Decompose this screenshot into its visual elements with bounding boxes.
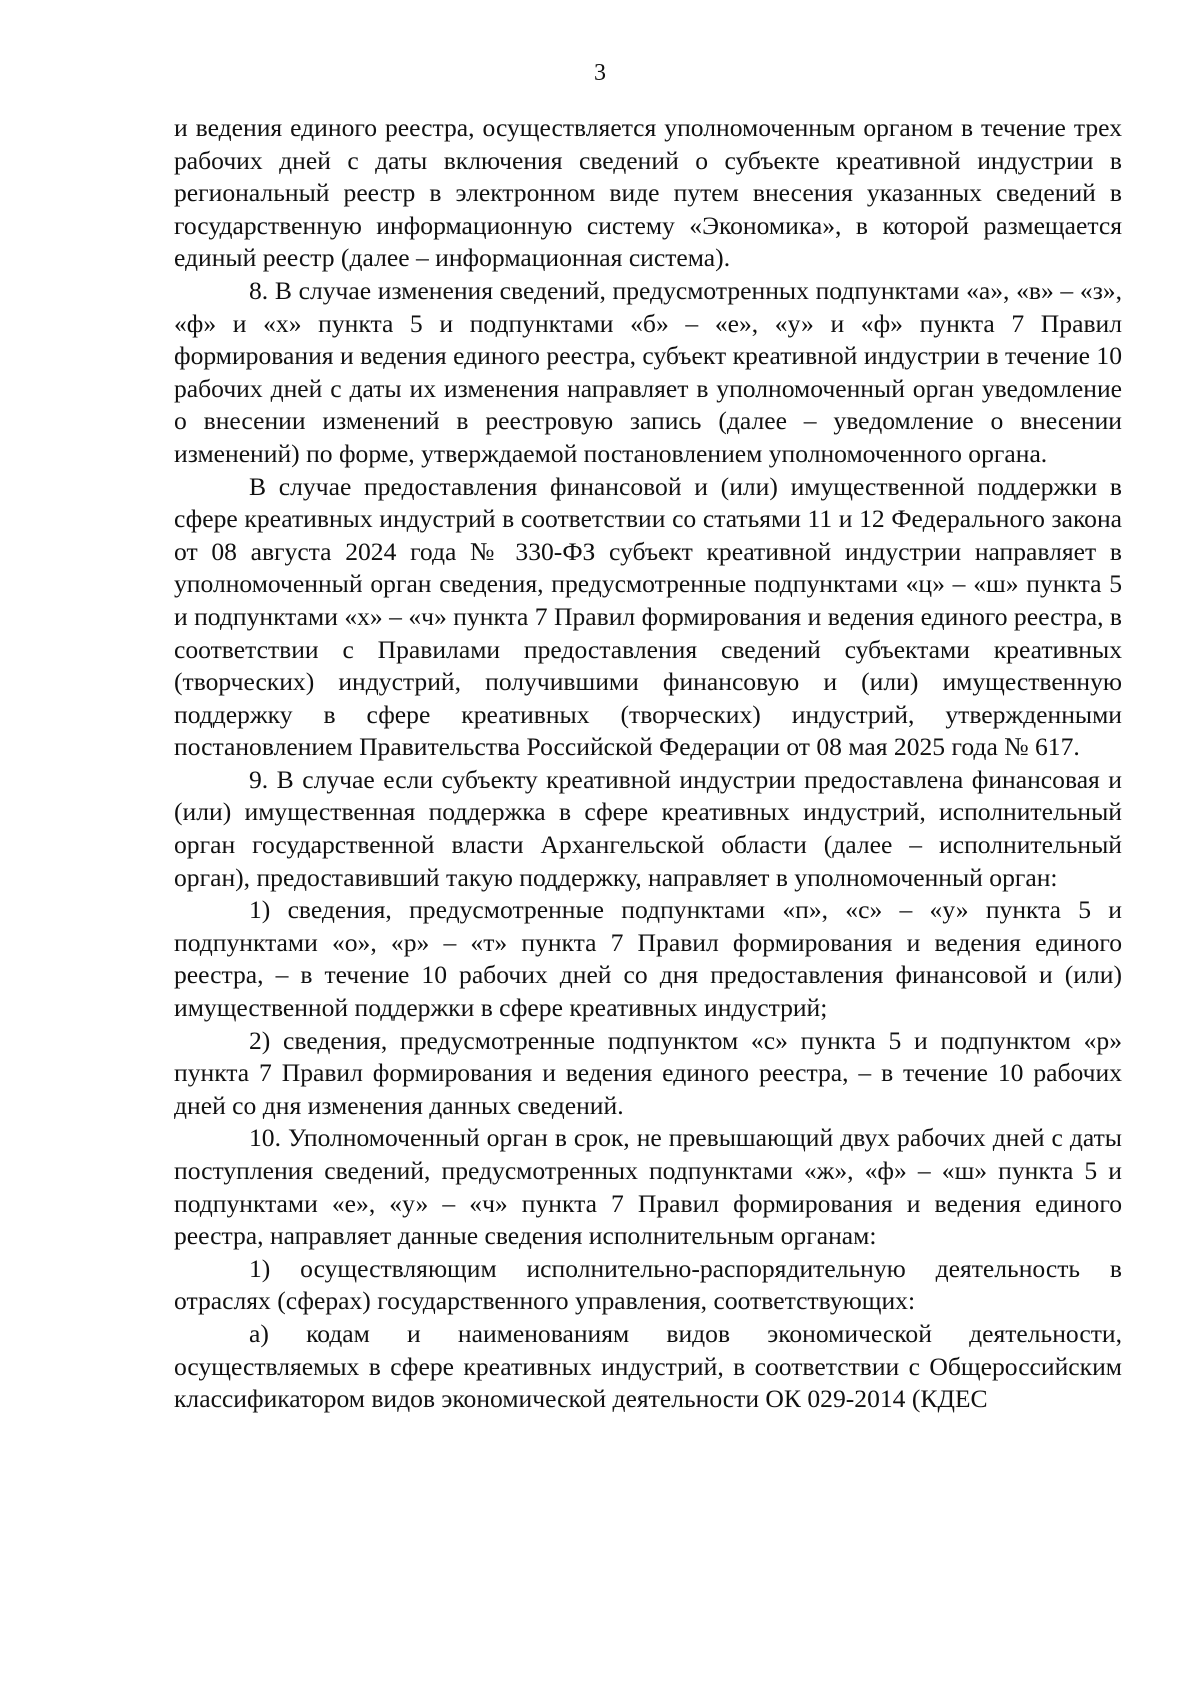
paragraph-item-10-sub-1: 1) осуществляющим исполнительно-распорядительную деятельность в отраслях (сферах) государственного управления, соответствующих: bbox=[174, 1253, 1122, 1316]
paragraph-financial-support: В случае предоставления финансовой и (или) имущественной поддержки в сфере креативных индустрий в соответствии со статьями 11 и 12 Федерального закона от 08 августа 2024 года № 330-ФЗ субъект креативной индустрии направляет в уполномоченный орган сведения, предусмотренные подпунктами «ц» – «ш» пункта 5 и подпунктами «х» – «ч» пункта 7 Правил формирования и ведения единого реестра, в соответствии с Правилами предоставления сведений субъектами креативных (творческих) индустрий, получившими финансовую и (или) имущественную поддержку в сфере креативных (творческих) индустрий, утвержденными постановлением Правительства Российской Федерации от 08 мая 2025 года № 617. bbox=[174, 471, 1122, 762]
page-number: 3 bbox=[594, 60, 606, 86]
paragraph-item-10-sub-1-a: а) кодам и наименованиям видов экономической деятельности, осуществляемых в сфере креативных индустрий, в соответствии с Общероссийским классификатором видов экономической деятельности ОК 029-2014 (КДЕС bbox=[174, 1318, 1122, 1414]
paragraph-continuation: и ведения единого реестра, осуществляется уполномоченным органом в течение трех рабочих дней с даты включения сведений о субъекте креативной индустрии в региональный реестр в электронном виде путем внесения указанных сведений в государственную информационную систему «Экономика», в которой размещается единый реестр (далее – информационная система). bbox=[174, 113, 1122, 273]
paragraph-item-9: 9. В случае если субъекту креативной индустрии предоставлена финансовая и (или) имущественная поддержка в сфере креативных индустрий, исполнительный орган государственной власти Архангельской области (далее – исполнительный орган), предоставивший такую поддержку, направляет в уполномоченный орган: bbox=[174, 764, 1122, 892]
document-body bbox=[174, 112, 1122, 1416]
paragraph-item-9-sub-1: 1) сведения, предусмотренные подпунктами «п», «с» – «у» пункта 5 и подпунктами «о», «р» – «т» пункта 7 Правил формирования и ведения единого реестра, – в течение 10 рабочих дней со дня предоставления финансовой и (или) имущественной поддержки в сфере креативных индустрий; bbox=[174, 895, 1122, 1023]
paragraph-item-9-sub-2: 2) сведения, предусмотренные подпунктом «с» пункта 5 и подпунктом «р» пункта 7 Правил формирования и ведения единого реестра, – в течение 10 рабочих дней со дня изменения данных сведений. bbox=[174, 1025, 1122, 1120]
paragraph-item-10: 10. Уполномоченный орган в срок, не превышающий двух рабочих дней с даты поступления сведений, предусмотренных подпунктами «ж», «ф» – «ш» пункта 5 и подпунктами «е», «у» – «ч» пункта 7 Правил формирования и ведения единого реестра, направляет данные сведения исполнительным органам: bbox=[174, 1123, 1122, 1251]
paragraph-item-8: 8. В случае изменения сведений, предусмотренных подпунктами «а», «в» – «з», «ф» и «х» пункта 5 и подпунктами «б» – «е», «у» и «ф» пункта 7 Правил формирования и ведения единого реестра, субъект креативной индустрии в течение 10 рабочих дней с даты их изменения направляет в уполномоченный орган уведомление о внесении изменений в реестровую запись (далее – уведомление о внесении изменений) по форме, утверждаемой постановлением уполномоченного органа. bbox=[174, 275, 1122, 468]
